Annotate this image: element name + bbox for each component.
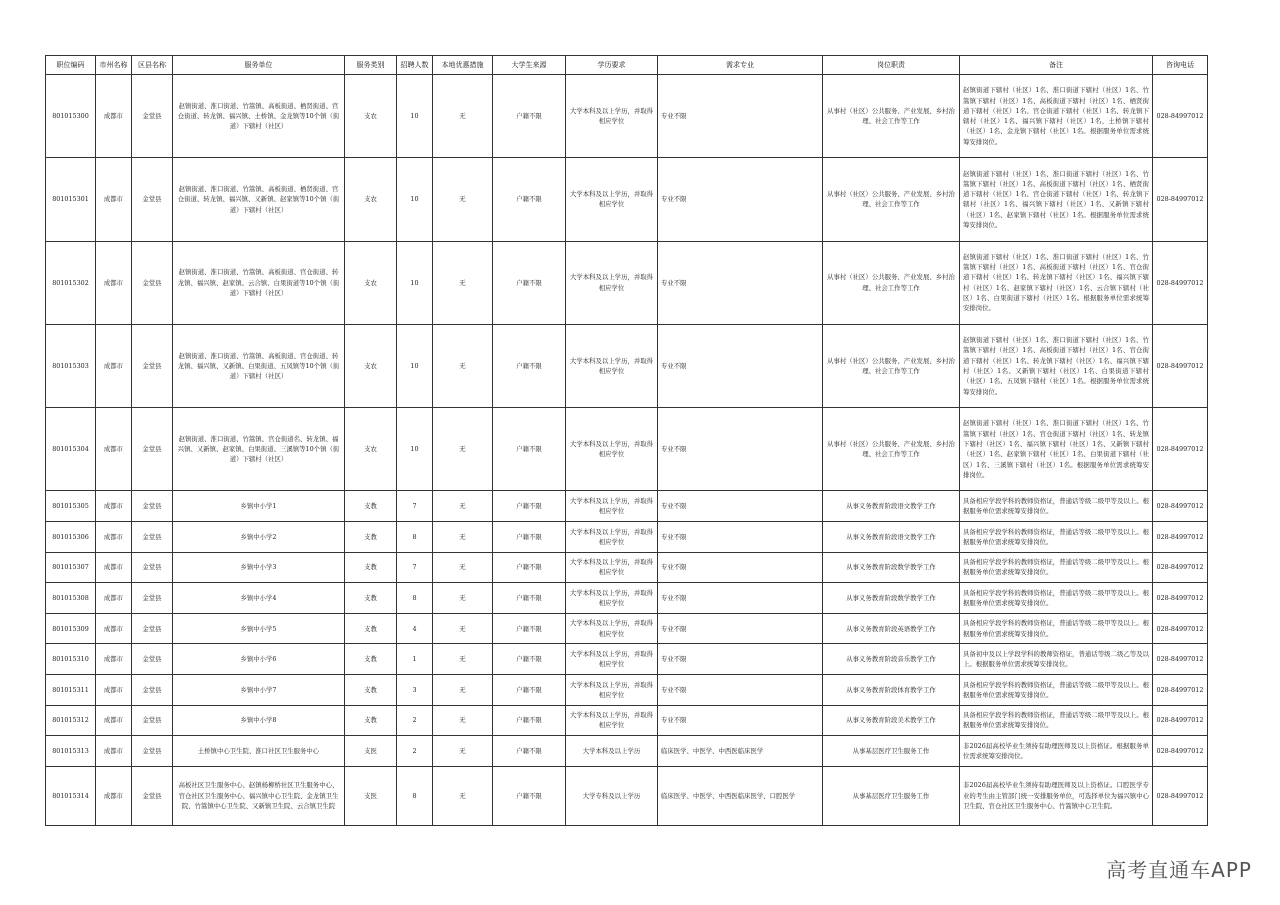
student-source-cell: 户籍不限 <box>493 75 566 158</box>
recruit-count-cell: 1 <box>397 644 433 675</box>
city-cell: 成都市 <box>96 766 132 825</box>
duty-cell: 从事义务教育阶段音乐教学工作 <box>823 644 960 675</box>
student-source-cell: 户籍不限 <box>493 675 566 706</box>
service-category-cell: 支教 <box>345 491 397 522</box>
service-category-cell: 支教 <box>345 522 397 553</box>
table-row <box>46 644 1208 675</box>
major-cell: 专业不限 <box>658 158 823 241</box>
duty-cell: 从事基层医疗卫生服务工作 <box>823 766 960 825</box>
note-cell: 赵镇街道下辖村（社区）1名、淮口街道下辖村（社区）1名、竹篙镇下辖村（社区）1名、官仓街道下辖村（社区）1名、转龙镇下辖村（社区）1名、福兴镇下辖村（社区）1名、又新镇下辖村（社区）1名、赵家镇下辖村（社区）1名、白果街道下辖村（社区）1名、三溪镇下辖村（社区）1名。根据服务单位需求统筹安排岗位。 <box>960 408 1153 491</box>
education-cell: 大学本科及以上学历，并取得相应学位 <box>566 613 658 644</box>
major-cell: 专业不限 <box>658 491 823 522</box>
note-cell: 具备相应学段学科的教师资格证，普通话等级二级甲等及以上。根据服务单位需求统筹安排岗位。 <box>960 491 1153 522</box>
education-cell: 大学本科及以上学历，并取得相应学位 <box>566 241 658 324</box>
note-cell: 非2026届高校毕业生须持有助理医师及以上资格证。根据服务单位需求统筹安排岗位。 <box>960 736 1153 767</box>
service-category-cell: 支教 <box>345 613 397 644</box>
city-cell: 成都市 <box>96 736 132 767</box>
city-cell: 成都市 <box>96 522 132 553</box>
table-row <box>46 552 1208 583</box>
duty-cell: 从事基层医疗卫生服务工作 <box>823 736 960 767</box>
note-cell: 赵镇街道下辖村（社区）1名、淮口街道下辖村（社区）1名、竹篙镇下辖村（社区）1名、高板街道下辖村（社区）1名、官仓街道下辖村（社区）1名、转龙镇下辖村（社区）1名、福兴镇下辖村（社区）1名、又新镇下辖村（社区）1名、白果街道下辖村（社区）1名、五凤镇下辖村（社区）1名。根据服务单位需求统筹安排岗位。 <box>960 324 1153 407</box>
major-cell: 专业不限 <box>658 241 823 324</box>
service-unit-cell: 乡镇中小学8 <box>173 705 345 736</box>
county-cell: 金堂县 <box>132 675 173 706</box>
table-row <box>46 675 1208 706</box>
city-cell: 成都市 <box>96 583 132 614</box>
city-cell: 成都市 <box>96 158 132 241</box>
city-cell: 成都市 <box>96 644 132 675</box>
major-cell: 专业不限 <box>658 675 823 706</box>
county-cell: 金堂县 <box>132 241 173 324</box>
major-cell: 专业不限 <box>658 408 823 491</box>
job-code-cell: 801015303 <box>46 324 96 407</box>
service-category-cell: 支农 <box>345 241 397 324</box>
major-cell: 专业不限 <box>658 324 823 407</box>
duty-cell: 从事村（社区）公共服务、产业发展、乡村治理、社会工作等工作 <box>823 324 960 407</box>
student-source-cell: 户籍不限 <box>493 705 566 736</box>
major-cell: 专业不限 <box>658 613 823 644</box>
job-code-cell: 801015308 <box>46 583 96 614</box>
phone-cell: 028-84997012 <box>1153 158 1208 241</box>
city-cell: 成都市 <box>96 75 132 158</box>
local-benefit-cell: 无 <box>433 75 493 158</box>
phone-cell: 028-84997012 <box>1153 583 1208 614</box>
student-source-cell: 户籍不限 <box>493 408 566 491</box>
major-cell: 专业不限 <box>658 552 823 583</box>
job-code-cell: 801015307 <box>46 552 96 583</box>
county-cell: 金堂县 <box>132 75 173 158</box>
education-cell: 大学专科及以上学历 <box>566 766 658 825</box>
service-category-cell: 支教 <box>345 675 397 706</box>
duty-cell: 从事村（社区）公共服务、产业发展、乡村治理、社会工作等工作 <box>823 75 960 158</box>
local-benefit-cell: 无 <box>433 241 493 324</box>
note-cell: 具备相应学段学科的教师资格证，普通话等级二级甲等及以上。根据服务单位需求统筹安排岗位。 <box>960 705 1153 736</box>
education-cell: 大学本科及以上学历，并取得相应学位 <box>566 644 658 675</box>
service-unit-cell: 赵镇街道、淮口街道、竹篙镇、高板街道、栖贤街道、官仓街道、转龙镇、福兴镇、土桥镇、金龙镇等10个镇（街道）下辖村（社区） <box>173 75 345 158</box>
service-unit-cell: 赵镇街道、淮口街道、竹篙镇、高板街道、栖贤街道、官仓街道、转龙镇、福兴镇、又新镇、赵家镇等10个镇（街道）下辖村（社区） <box>173 158 345 241</box>
student-source-cell: 户籍不限 <box>493 736 566 767</box>
duty-cell: 从事义务教育阶段英语教学工作 <box>823 613 960 644</box>
city-cell: 成都市 <box>96 613 132 644</box>
duty-cell: 从事义务教育阶段语文教学工作 <box>823 522 960 553</box>
local-benefit-cell: 无 <box>433 158 493 241</box>
education-cell: 大学本科及以上学历，并取得相应学位 <box>566 552 658 583</box>
phone-cell: 028-84997012 <box>1153 522 1208 553</box>
recruit-count-cell: 2 <box>397 736 433 767</box>
duty-cell: 从事村（社区）公共服务、产业发展、乡村治理、社会工作等工作 <box>823 408 960 491</box>
header-cell: 需求专业 <box>658 56 823 75</box>
county-cell: 金堂县 <box>132 583 173 614</box>
recruit-count-cell: 10 <box>397 408 433 491</box>
city-cell: 成都市 <box>96 408 132 491</box>
major-cell: 专业不限 <box>658 583 823 614</box>
major-cell: 专业不限 <box>658 522 823 553</box>
county-cell: 金堂县 <box>132 644 173 675</box>
student-source-cell: 户籍不限 <box>493 522 566 553</box>
education-cell: 大学本科及以上学历，并取得相应学位 <box>566 408 658 491</box>
service-category-cell: 支教 <box>345 644 397 675</box>
local-benefit-cell: 无 <box>433 613 493 644</box>
phone-cell: 028-84997012 <box>1153 613 1208 644</box>
table-row <box>46 491 1208 522</box>
duty-cell: 从事村（社区）公共服务、产业发展、乡村治理、社会工作等工作 <box>823 241 960 324</box>
header-cell: 服务类别 <box>345 56 397 75</box>
header-cell: 本地优惠措施 <box>433 56 493 75</box>
table-row <box>46 158 1208 241</box>
job-code-cell: 801015306 <box>46 522 96 553</box>
county-cell: 金堂县 <box>132 522 173 553</box>
major-cell: 专业不限 <box>658 705 823 736</box>
service-unit-cell: 乡镇中小学7 <box>173 675 345 706</box>
student-source-cell: 户籍不限 <box>493 644 566 675</box>
service-category-cell: 支教 <box>345 583 397 614</box>
service-unit-cell: 赵镇街道、淮口街道、竹篙镇、官仓街道名、转龙镇、福兴镇、又新镇、赵家镇、白果街道、三溪镇等10个镇（街道）下辖村（社区） <box>173 408 345 491</box>
phone-cell: 028-84997012 <box>1153 324 1208 407</box>
header-cell: 市州名称 <box>96 56 132 75</box>
city-cell: 成都市 <box>96 324 132 407</box>
phone-cell: 028-84997012 <box>1153 644 1208 675</box>
local-benefit-cell: 无 <box>433 736 493 767</box>
header-cell: 大学生来源 <box>493 56 566 75</box>
phone-cell: 028-84997012 <box>1153 736 1208 767</box>
phone-cell: 028-84997012 <box>1153 552 1208 583</box>
education-cell: 大学本科及以上学历 <box>566 736 658 767</box>
duty-cell: 从事义务教育阶段体育教学工作 <box>823 675 960 706</box>
table-row <box>46 583 1208 614</box>
service-category-cell: 支教 <box>345 552 397 583</box>
note-cell: 赵镇街道下辖村（社区）1名、淮口街道下辖村（社区）1名、竹篙镇下辖村（社区）1名、高板街道下辖村（社区）1名、栖贤街道下辖村（社区）1名、官仓街道下辖村（社区）1名、转龙镇下辖村（社区）1名、福兴镇下辖村（社区）1名、又新镇下辖村（社区）1名、赵家镇下辖村（社区）1名。根据服务单位需求统筹安排岗位。 <box>960 158 1153 241</box>
recruit-count-cell: 8 <box>397 522 433 553</box>
county-cell: 金堂县 <box>132 408 173 491</box>
service-unit-cell: 赵镇街道、淮口街道、竹篙镇、高板街道、官仓街道、转龙镇、福兴镇、赵家镇、云合镇、白果街道等10个镇（街道）下辖村（社区） <box>173 241 345 324</box>
header-cell: 服务单位 <box>173 56 345 75</box>
duty-cell: 从事义务教育阶段数学教学工作 <box>823 552 960 583</box>
header-cell: 招聘人数 <box>397 56 433 75</box>
student-source-cell: 户籍不限 <box>493 491 566 522</box>
phone-cell: 028-84997012 <box>1153 408 1208 491</box>
local-benefit-cell: 无 <box>433 491 493 522</box>
recruit-count-cell: 8 <box>397 583 433 614</box>
major-cell: 临床医学、中医学、中西医临床医学、口腔医学 <box>658 766 823 825</box>
note-cell: 赵镇街道下辖村（社区）1名、淮口街道下辖村（社区）1名、竹篙镇下辖村（社区）1名、高板街道下辖村（社区）1名、栖贤街道下辖村（社区）1名、官仓街道下辖村（社区）1名、转龙镇下辖村（社区）1名、福兴镇下辖村（社区）1名、土桥镇下辖村（社区）1名、金龙镇下辖村（社区）1名。根据服务单位需求统筹安排岗位。 <box>960 75 1153 158</box>
local-benefit-cell: 无 <box>433 705 493 736</box>
service-category-cell: 支医 <box>345 736 397 767</box>
education-cell: 大学本科及以上学历，并取得相应学位 <box>566 158 658 241</box>
education-cell: 大学本科及以上学历，并取得相应学位 <box>566 583 658 614</box>
county-cell: 金堂县 <box>132 552 173 583</box>
duty-cell: 从事义务教育阶段美术教学工作 <box>823 705 960 736</box>
major-cell: 专业不限 <box>658 75 823 158</box>
service-category-cell: 支农 <box>345 324 397 407</box>
duty-cell: 从事义务教育阶段数学教学工作 <box>823 583 960 614</box>
service-unit-cell: 乡镇中小学1 <box>173 491 345 522</box>
phone-cell: 028-84997012 <box>1153 241 1208 324</box>
education-cell: 大学本科及以上学历，并取得相应学位 <box>566 675 658 706</box>
recruit-count-cell: 10 <box>397 158 433 241</box>
recruit-count-cell: 10 <box>397 324 433 407</box>
local-benefit-cell: 无 <box>433 552 493 583</box>
county-cell: 金堂县 <box>132 158 173 241</box>
phone-cell: 028-84997012 <box>1153 766 1208 825</box>
service-unit-cell: 土桥镇中心卫生院、淮口社区卫生服务中心 <box>173 736 345 767</box>
recruit-count-cell: 7 <box>397 552 433 583</box>
note-cell: 赵镇街道下辖村（社区）1名、淮口街道下辖村（社区）1名、竹篙镇下辖村（社区）1名、高板街道下辖村（社区）1名、官仓街道下辖村（社区）1名、转龙镇下辖村（社区）1名、福兴镇下辖村（社区）1名、赵家镇下辖村（社区）1名、云合镇下辖村（社区）1名、白果街道下辖村（社区）1名。根据服务单位需求统筹安排岗位。 <box>960 241 1153 324</box>
local-benefit-cell: 无 <box>433 675 493 706</box>
recruit-count-cell: 10 <box>397 241 433 324</box>
local-benefit-cell: 无 <box>433 766 493 825</box>
job-code-cell: 801015300 <box>46 75 96 158</box>
local-benefit-cell: 无 <box>433 644 493 675</box>
job-code-cell: 801015309 <box>46 613 96 644</box>
watermark-text: 高考直通车APP <box>1106 858 1252 882</box>
note-cell: 具备相应学段学科的教师资格证，普通话等级二级甲等及以上。根据服务单位需求统筹安排岗位。 <box>960 552 1153 583</box>
service-unit-cell: 高板社区卫生服务中心、赵镇杨柳桥社区卫生服务中心、官仓社区卫生服务中心、福兴镇中心卫生院、金龙镇卫生院、竹篙镇中心卫生院、又新镇卫生院、云合镇卫生院 <box>173 766 345 825</box>
job-code-cell: 801015314 <box>46 766 96 825</box>
city-cell: 成都市 <box>96 705 132 736</box>
header-cell: 备注 <box>960 56 1153 75</box>
table-row <box>46 705 1208 736</box>
phone-cell: 028-84997012 <box>1153 75 1208 158</box>
student-source-cell: 户籍不限 <box>493 241 566 324</box>
education-cell: 大学本科及以上学历，并取得相应学位 <box>566 491 658 522</box>
county-cell: 金堂县 <box>132 491 173 522</box>
service-unit-cell: 乡镇中小学6 <box>173 644 345 675</box>
education-cell: 大学本科及以上学历，并取得相应学位 <box>566 522 658 553</box>
table-header-row <box>46 56 1208 75</box>
phone-cell: 028-84997012 <box>1153 705 1208 736</box>
table-row <box>46 75 1208 158</box>
education-cell: 大学本科及以上学历，并取得相应学位 <box>566 75 658 158</box>
service-category-cell: 支农 <box>345 158 397 241</box>
county-cell: 金堂县 <box>132 705 173 736</box>
service-unit-cell: 乡镇中小学2 <box>173 522 345 553</box>
recruit-count-cell: 10 <box>397 75 433 158</box>
service-unit-cell: 赵镇街道、淮口街道、竹篙镇、高板街道、官仓街道、转龙镇、福兴镇、又新镇、白果街道、五凤镇等10个镇（街道）下辖村（社区） <box>173 324 345 407</box>
phone-cell: 028-84997012 <box>1153 675 1208 706</box>
major-cell: 专业不限 <box>658 644 823 675</box>
table-row <box>46 613 1208 644</box>
student-source-cell: 户籍不限 <box>493 613 566 644</box>
phone-cell: 028-84997012 <box>1153 491 1208 522</box>
student-source-cell: 户籍不限 <box>493 766 566 825</box>
service-category-cell: 支农 <box>345 75 397 158</box>
student-source-cell: 户籍不限 <box>493 158 566 241</box>
education-cell: 大学本科及以上学历，并取得相应学位 <box>566 324 658 407</box>
student-source-cell: 户籍不限 <box>493 552 566 583</box>
service-unit-cell: 乡镇中小学3 <box>173 552 345 583</box>
service-unit-cell: 乡镇中小学4 <box>173 583 345 614</box>
major-cell: 临床医学、中医学、中西医临床医学 <box>658 736 823 767</box>
header-cell: 岗位职责 <box>823 56 960 75</box>
recruit-count-cell: 7 <box>397 491 433 522</box>
city-cell: 成都市 <box>96 675 132 706</box>
local-benefit-cell: 无 <box>433 408 493 491</box>
local-benefit-cell: 无 <box>433 583 493 614</box>
note-cell: 具备相应学段学科的教师资格证，普通话等级二级甲等及以上。根据服务单位需求统筹安排岗位。 <box>960 675 1153 706</box>
local-benefit-cell: 无 <box>433 522 493 553</box>
note-cell: 非2026届高校毕业生须持有助理医师及以上资格证。口腔医学专业的考生由主管部门统一安排服务单位，可选择单位为福兴镇中心卫生院、官仓社区卫生服务中心、竹篙镇中心卫生院。 <box>960 766 1153 825</box>
table-row <box>46 241 1208 324</box>
service-category-cell: 支教 <box>345 705 397 736</box>
job-code-cell: 801015302 <box>46 241 96 324</box>
job-code-cell: 801015301 <box>46 158 96 241</box>
table-row <box>46 408 1208 491</box>
job-code-cell: 801015305 <box>46 491 96 522</box>
local-benefit-cell: 无 <box>433 324 493 407</box>
county-cell: 金堂县 <box>132 736 173 767</box>
recruit-count-cell: 3 <box>397 675 433 706</box>
job-code-cell: 801015313 <box>46 736 96 767</box>
header-cell: 区县名称 <box>132 56 173 75</box>
duty-cell: 从事义务教育阶段语文教学工作 <box>823 491 960 522</box>
job-code-cell: 801015310 <box>46 644 96 675</box>
recruit-count-cell: 8 <box>397 766 433 825</box>
job-code-cell: 801015304 <box>46 408 96 491</box>
recruit-count-cell: 2 <box>397 705 433 736</box>
note-cell: 具备相应学段学科的教师资格证，普通话等级二级甲等及以上。根据服务单位需求统筹安排岗位。 <box>960 613 1153 644</box>
student-source-cell: 户籍不限 <box>493 324 566 407</box>
city-cell: 成都市 <box>96 241 132 324</box>
service-category-cell: 支农 <box>345 408 397 491</box>
county-cell: 金堂县 <box>132 324 173 407</box>
header-cell: 职位编码 <box>46 56 96 75</box>
note-cell: 具备初中及以上学段学科的教师资格证，普通话等级二级乙等及以上。根据服务单位需求统筹安排岗位。 <box>960 644 1153 675</box>
note-cell: 具备相应学段学科的教师资格证，普通话等级二级甲等及以上。根据服务单位需求统筹安排岗位。 <box>960 583 1153 614</box>
recruitment-table <box>45 55 1208 826</box>
header-cell: 咨询电话 <box>1153 56 1208 75</box>
table-row <box>46 324 1208 407</box>
recruit-count-cell: 4 <box>397 613 433 644</box>
city-cell: 成都市 <box>96 552 132 583</box>
city-cell: 成都市 <box>96 491 132 522</box>
county-cell: 金堂县 <box>132 766 173 825</box>
county-cell: 金堂县 <box>132 613 173 644</box>
note-cell: 具备相应学段学科的教师资格证，普通话等级二级甲等及以上。根据服务单位需求统筹安排岗位。 <box>960 522 1153 553</box>
table-row <box>46 522 1208 553</box>
duty-cell: 从事村（社区）公共服务、产业发展、乡村治理、社会工作等工作 <box>823 158 960 241</box>
table-row <box>46 766 1208 825</box>
header-cell: 学历要求 <box>566 56 658 75</box>
job-code-cell: 801015311 <box>46 675 96 706</box>
student-source-cell: 户籍不限 <box>493 583 566 614</box>
table-row <box>46 736 1208 767</box>
education-cell: 大学本科及以上学历，并取得相应学位 <box>566 705 658 736</box>
service-unit-cell: 乡镇中小学5 <box>173 613 345 644</box>
service-category-cell: 支医 <box>345 766 397 825</box>
job-code-cell: 801015312 <box>46 705 96 736</box>
